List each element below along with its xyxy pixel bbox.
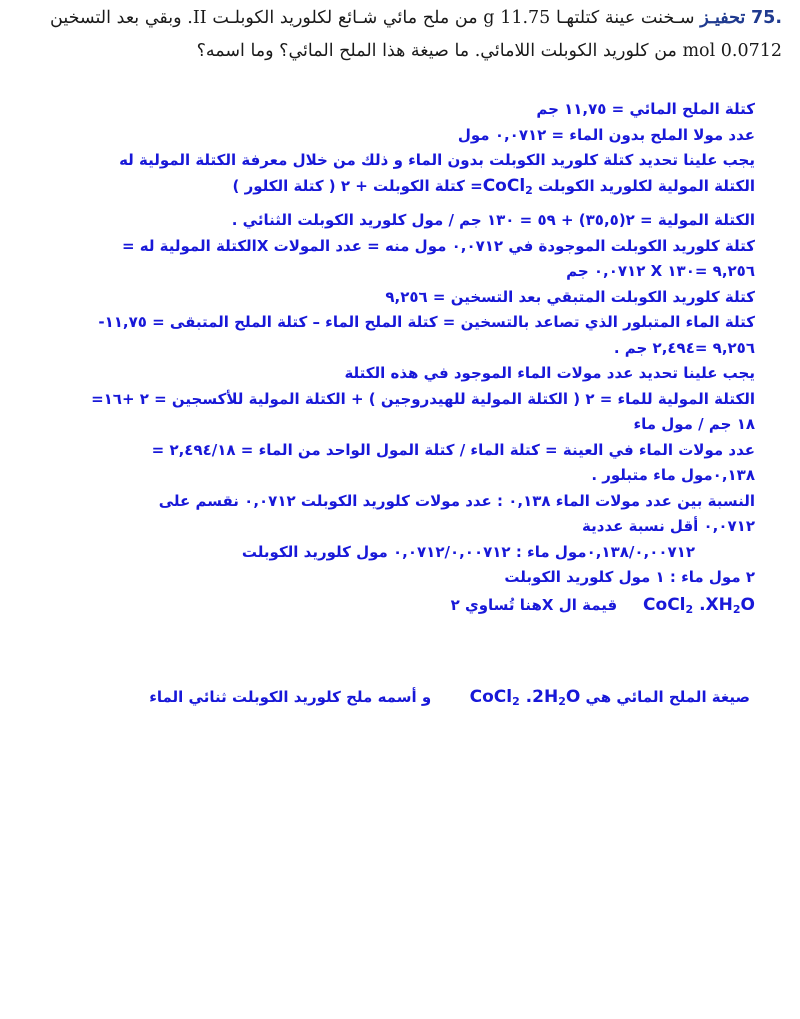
solution-line: يجب علينا تحديد كتلة كلوريد الكوبلت بدون الماء و ذلك من خلال معرفة الكتلة المولية له bbox=[119, 151, 755, 169]
question-body: سـخنت عينة كتلتهـا 11.75 g من ملح مائي شـائع لكلوريد الكوبلـت II. وبقي بعد التسخين 0.0712 mol من كلوريد الكوبلت اللامائي. ما صيغة هذا الملح المائي؟ وما اسمه؟ bbox=[50, 8, 782, 61]
solution-line-text: الكتلة المولية لكلوريد الكوبلت bbox=[538, 176, 755, 195]
question-number: .75 bbox=[750, 8, 782, 28]
final-suffix: و أسمه ملح كلوريد الكوبلت ثنائي الماء bbox=[149, 688, 432, 706]
question-text bbox=[50, 2, 782, 68]
solution-line: يجب علينا تحديد عدد مولات الماء الموجود في هذه الكتلة bbox=[344, 364, 755, 382]
solution-line: ٢ مول ماء : ١ مول كلوريد الكوبلت bbox=[504, 568, 755, 586]
solution-line: ٠,٠٧١٢ أقل نسبة عددية bbox=[582, 517, 755, 535]
solution-line: ١٨ جم / مول ماء bbox=[633, 415, 755, 433]
solution-line: ٩,٢٥٦ =٢,٤٩٤ جم . bbox=[613, 338, 755, 357]
hydrate-formula-line bbox=[58, 591, 755, 624]
solution-line: الكتلة المولية للماء = ٢ ( الكتلة المولية للهيدروجين ) + الكتلة المولية للأكسجين = ٢ +١٦= bbox=[91, 389, 755, 408]
solution-line: كتلة الملح المائي = ١١,٧٥ جم bbox=[536, 100, 755, 118]
solution-line: ٩,٢٥٦ =١٣٠ X ٠,٠٧١٢ جم bbox=[566, 262, 755, 280]
solution-line: كتلة الماء المتبلور الذي تصاعد بالتسخين = كتلة الملح الماء – كتلة الملح المتبقى = ١١,٧٥- bbox=[98, 313, 755, 331]
molar-mass-formula-line bbox=[58, 174, 755, 204]
solution-line: عدد مولات الماء في العينة = كتلة الماء / كتلة المول الواحد من الماء = ٢,٤٩٤/١٨ = bbox=[151, 440, 755, 459]
cocl2-formula: CoCl$_2$ bbox=[482, 175, 533, 197]
solution-line: كتلة كلوريد الكوبلت المتبقي بعد التسخين = ٩,٢٥٦ bbox=[385, 287, 755, 306]
equals-sign: = bbox=[470, 176, 483, 195]
final-hydrate-formula: CoCl$_2$ $.2H_2O$ bbox=[469, 687, 581, 708]
final-answer-line bbox=[80, 687, 750, 708]
solution-line: كتلة كلوريد الكوبلت الموجودة في ٠,٠٧١٢ مول منه = عدد المولات Xالكتلة المولية له = bbox=[121, 236, 755, 255]
formula-definition: كتلة الكوبلت + ٢ ( كتلة الكلور ) bbox=[232, 176, 465, 195]
solution-line: النسبة بين عدد مولات الماء ٠,١٣٨ : عدد مولات كلوريد الكوبلت ٠,٠٧١٢ نقسم على bbox=[158, 491, 755, 510]
x-value-text: قيمة ال Xهنا تُساوي ٢ bbox=[450, 595, 618, 614]
solution-line: الكتلة المولية = ٢(٣٥,٥) + ٥٩ = ١٣٠ جم / مول كلوريد الكوبلت الثنائي . bbox=[231, 211, 755, 229]
solution-line: ٠,١٣٨مول ماء متبلور . bbox=[591, 466, 755, 484]
solution-line: عدد مولا الملح بدون الماء = ٠,٠٧١٢ مول bbox=[457, 125, 755, 144]
question-label: تحفيـز bbox=[700, 8, 746, 28]
final-prefix: صيغة الملح المائي هي bbox=[585, 688, 750, 706]
hydrate-general-formula: CoCl$_2$ $.XH_2O$ bbox=[643, 594, 755, 616]
solution-block bbox=[58, 97, 755, 624]
solution-line: ٠,١٣٨/٠,٠٠٧١٢مول ماء : ٠,٠٧١٢/٠,٠٠٧١٢ مول كلوريد الكوبلت bbox=[241, 542, 695, 561]
